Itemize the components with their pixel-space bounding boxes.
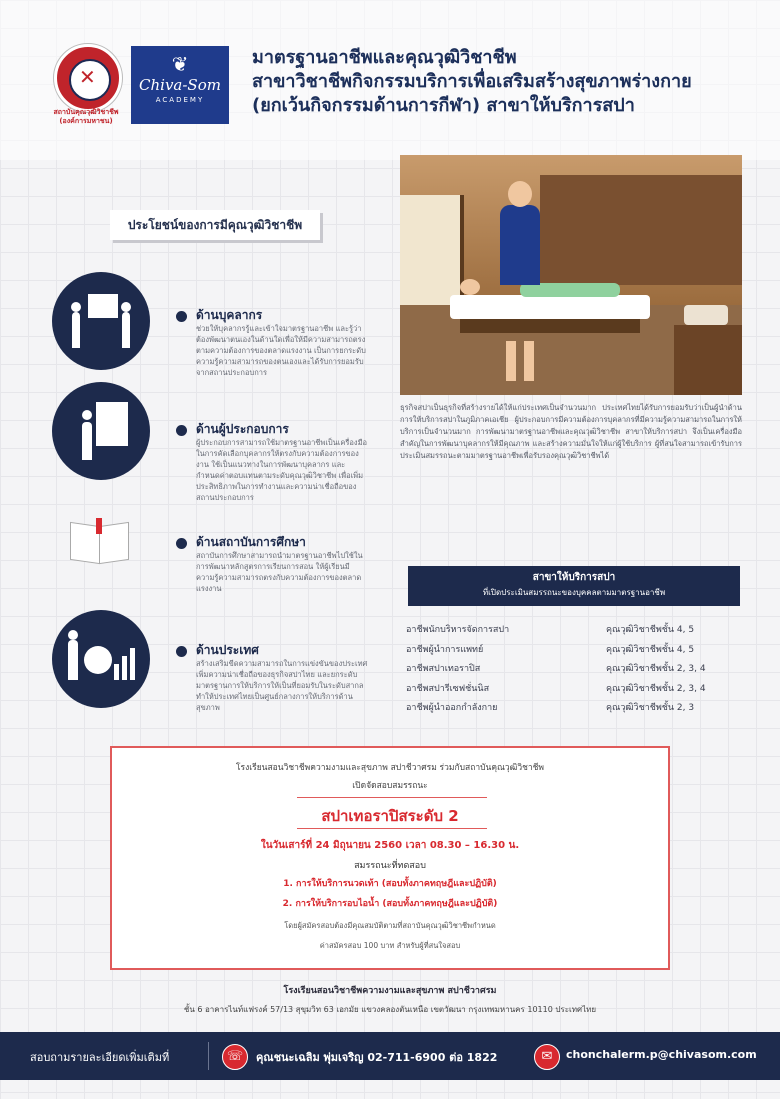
announcement-intro-2: เปิดจัดสอบสมรรถนะ <box>352 781 428 791</box>
careers-list <box>406 622 746 720</box>
brand-name: Chiva-Som <box>139 76 221 94</box>
divider <box>208 1042 209 1070</box>
career-row <box>406 700 746 720</box>
career-row <box>406 661 746 681</box>
announcement-intro: โรงเรียนสอนวิชาชีพความงามและสุขภาพ สปาชีวาศรม ร่วมกับสถาบันคุณวุฒิวิชาชีพ <box>235 763 545 773</box>
career-row <box>406 642 746 662</box>
bullet-icon <box>176 425 187 436</box>
benefit-title: ด้านประเทศ <box>196 643 259 657</box>
bullet-icon <box>176 311 187 322</box>
benefit-title: ด้านสถาบันการศึกษา <box>196 535 306 549</box>
exam-date: ในวันเสาร์ที่ 24 มิถุนายน 2560 เวลา 08.30 – 16.30 น. <box>260 840 520 851</box>
growth-chart-icon <box>52 610 150 708</box>
tpqi-logo <box>54 44 122 112</box>
spa-massage-photo <box>400 155 742 395</box>
careers-heading-box <box>408 566 740 606</box>
announcement-note: โดยผู้สมัครสอบต้องมีคุณสมบัติตามที่สถาบันคุณวุฒิวิชาชีพกำหนด <box>284 921 496 930</box>
divider <box>297 797 487 798</box>
phone-icon: ☏ <box>222 1044 248 1070</box>
announcement-note: ค่าสมัครสอบ 100 บาท สำหรับผู้ที่สนใจสอบ <box>319 941 461 950</box>
career-row <box>406 681 746 701</box>
benefit-title: ด้านบุคลากร <box>196 308 263 322</box>
school-address: ชั้น 6 อาคารไนท์แฟรงค์ 57/13 สุขุมวิท 63 เอกมัย แขวงคลองตันเหนือ เขตวัฒนา กรุงเทพมหานคร 10110 ประเทศไทย <box>183 1005 597 1014</box>
careers-subheading: ที่เปิดประเมินสมรรถนะของบุคคลตามมาตรฐานอาชีพ <box>482 588 666 597</box>
career-name: อาชีพผู้นำการแพทย์ <box>406 644 484 655</box>
benefit-body: สถาบันการศึกษาสามารถนำมาตรฐานอาชีพไปใช้ในการพัฒนาหลักสูตรการเรียนการสอน ให้ผู้เรียนมีความรู้ความสามารถตรงกับความต้องการของตลาดแรงงาน <box>196 551 363 593</box>
school-name: โรงเรียนสอนวิชาชีพความงามและสุขภาพ สปาชีวาศรม <box>283 986 497 996</box>
checklist-icon <box>52 382 150 480</box>
career-name: อาชีพผู้นำออกกำลังกาย <box>406 703 498 713</box>
career-name: อาชีพนักบริหารจัดการสปา <box>406 625 510 635</box>
email-icon: ✉ <box>534 1044 560 1070</box>
benefits-heading: ประโยชน์ของการมีคุณวุฒิวิชาชีพ <box>110 210 320 240</box>
career-name: อาชีพสปารีเซฟชั่นนิส <box>406 683 490 694</box>
contact-phone[interactable]: คุณชนะเฉลิม พุ่มเจริญ 02-711-6900 ต่อ 1822 <box>256 1051 498 1064</box>
competency-item: 2. การให้บริการอบไอน้ำ (สอบทั้งภาคทฤษฎีและปฏิบัติ) <box>282 899 498 909</box>
benefit-body: ผู้ประกอบการสามารถใช้มาตรฐานอาชีพเป็นเครื่องมือในการคัดเลือกบุคลากรให้ตรงกับความต้องการของงาน ใช้เป็นแนวทางในการพัฒนาบุคลากร และกำหนดค่าตอบแทนตามระดับคุณวุฒิวิชาชีพ เพื่อเพิ่มประสิทธิภาพในการทำงานและความน่าเชื่อถือของสถานประกอบการ <box>196 438 368 502</box>
careers-heading: สาขาให้บริการสปา <box>532 572 616 583</box>
competency-subtitle: สมรรถนะที่ทดสอบ <box>354 861 426 871</box>
competency-item: 1. การให้บริการนวดเท้า (สอบทั้งภาคทฤษฎีและปฏิบัติ) <box>283 879 497 889</box>
chivasom-logo <box>131 46 229 124</box>
exam-announcement-box <box>110 746 670 970</box>
career-level: คุณวุฒิวิชาชีพชั้น 2, 3 <box>606 703 695 713</box>
lotus-icon: ❦ <box>171 52 189 76</box>
career-level: คุณวุฒิวิชาชีพชั้น 2, 3, 4 <box>606 664 706 674</box>
benefit-body: สร้างเสริมขีดความสามารถในการแข่งขันของประเทศ เพิ่มความน่าเชื่อถือของธุรกิจสปาไทย และยกระดับมาตรฐานการให้บริการให้เป็นที่ยอมรับในระดับสากล ทำให้ประเทศไทยเป็นศูนย์กลางการให้บริการด้านสุขภาพ <box>196 659 368 712</box>
contact-bar <box>0 1032 780 1080</box>
divider <box>297 828 487 829</box>
career-name: อาชีพสปาเทอราปิส <box>406 664 481 674</box>
title-line: สาขาวิชาชีพกิจกรรมบริการเพื่อเสริมสร้างสุขภาพร่างกาย <box>252 71 692 92</box>
book-icon <box>70 518 128 562</box>
page-title <box>252 46 752 118</box>
benefit-body: ช่วยให้บุคลากรรู้และเข้าใจมาตรฐานอาชีพ และรู้ว่าต้องพัฒนาตนเองในด้านใดเพื่อให้มีความสามารถตรงตามความต้องการของตลาดแรงงาน เป็นการยกระดับความรู้ความสามารถของตนเองและได้รับการยอมรับจากสถานประกอบการ <box>196 324 366 377</box>
career-level: คุณวุฒิวิชาชีพชั้น 4, 5 <box>606 644 695 655</box>
tpqi-caption: สถาบันคุณวุฒิวิชาชีพ (องค์การมหาชน) <box>53 108 119 125</box>
title-line: (ยกเว้นกิจกรรมด้านการกีฬา) สาขาให้บริการสปา <box>252 95 635 116</box>
title-line: มาตรฐานอาชีพและคุณวุฒิวิชาชีพ <box>252 47 517 68</box>
people-icon <box>52 272 150 370</box>
more-info-label: สอบถามรายละเอียดเพิ่มเติมที่ <box>30 1051 170 1064</box>
bullet-icon <box>176 538 187 549</box>
career-level: คุณวุฒิวิชาชีพชั้น 2, 3, 4 <box>606 683 706 694</box>
course-title: สปาเทอราปิสระดับ 2 <box>321 807 459 825</box>
career-row <box>406 622 746 642</box>
career-level: คุณวุฒิวิชาชีพชั้น 4, 5 <box>606 625 695 635</box>
brand-sub: ACADEMY <box>155 96 205 104</box>
intro-paragraph: ธุรกิจสปาเป็นธุรกิจที่สร้างรายได้ให้แก่ประเทศเป็นจำนวนมาก ประเทศไทยได้รับการยอมรับว่าเป็นผู้นำด้านการให้บริการสปาในภูมิภาคเอเชีย ผู้ประกอบการมีความต้องการบุคลากรที่มีความรู้ความสามารถในการให้บริการเป็นจำนวนมาก การพัฒนามาตรฐานอาชีพและคุณวุฒิวิชาชีพ สาขาให้บริการสปา จึงเป็นเครื่องมือสำคัญในการพัฒนาบุคลากรให้มีคุณภาพ และสร้างความมั่นใจให้แก่ผู้ใช้บริการ ผู้ที่สนใจสามารถเข้ารับการประเมินสมรรถนะตามมาตรฐานอาชีพเพื่อรับรองคุณวุฒิวิชาชีพได้ <box>400 403 742 460</box>
benefit-title: ด้านผู้ประกอบการ <box>196 422 289 436</box>
bullet-icon <box>176 646 187 657</box>
contact-email[interactable]: chonchalerm.p@chivasom.com <box>566 1048 757 1061</box>
